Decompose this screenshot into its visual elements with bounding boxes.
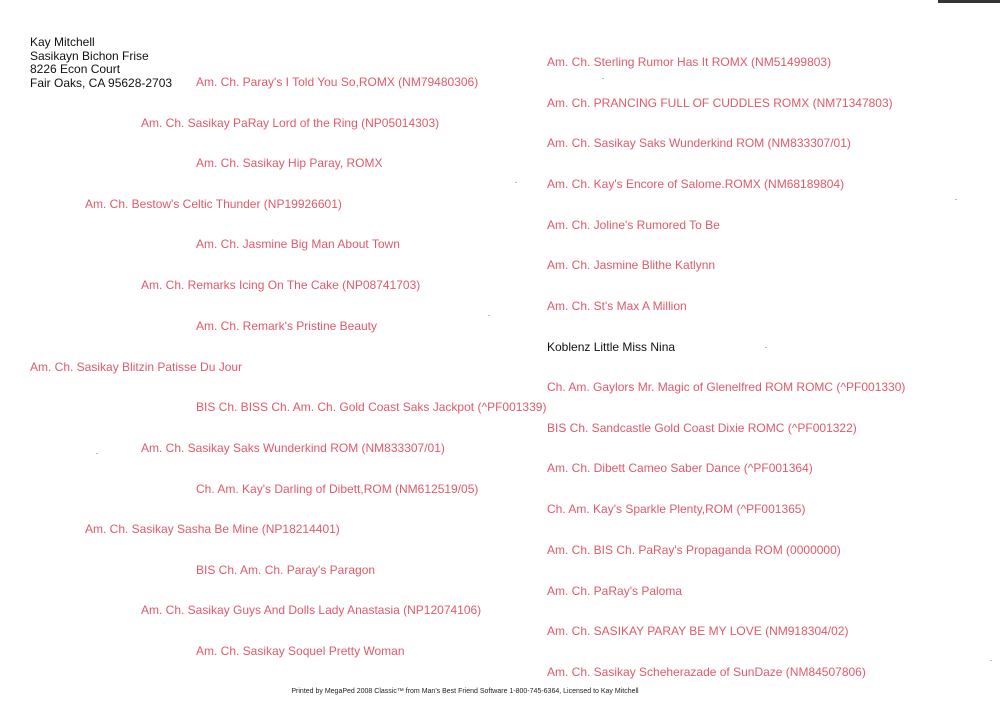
pedigree-gen4-entry: Am. Ch. Sasikay Scheherazade of SunDaze (NM84507806) bbox=[547, 665, 866, 679]
pedigree-gen3-entry: Am. Ch. Remark's Pristine Beauty bbox=[196, 319, 378, 333]
pedigree-gen4-entry: Am. Ch. St's Max A Million bbox=[547, 299, 687, 313]
pedigree-gen3-entry: Am. Ch. Sasikay Soquel Pretty Woman bbox=[196, 644, 405, 658]
pedigree-dam: Am. Ch. Sasikay Sasha Be Mine (NP18214401) bbox=[85, 522, 340, 536]
pedigree-gen4-entry: Am. Ch. BIS Ch. PaRay's Propaganda ROM (0000000) bbox=[547, 543, 841, 557]
scan-speck bbox=[990, 660, 992, 661]
owner-kennel: Sasikayn Bichon Frise bbox=[30, 48, 149, 63]
pedigree-dam-sire: Am. Ch. Sasikay Saks Wunderkind ROM (NM833307/01) bbox=[141, 441, 445, 455]
pedigree-gen4-entry: Am. Ch. Jasmine Blithe Katlynn bbox=[547, 258, 716, 272]
pedigree-sire-sire: Am. Ch. Sasikay PaRay Lord of the Ring (NP05014303) bbox=[141, 116, 440, 130]
scan-speck bbox=[602, 78, 604, 79]
pedigree-gen3-entry: Am. Ch. Sasikay Hip Paray, ROMX bbox=[196, 156, 383, 170]
pedigree-sire: Am. Ch. Bestow's Celtic Thunder (NP19926601) bbox=[85, 197, 342, 211]
pedigree-dam-dam: Am. Ch. Sasikay Guys And Dolls Lady Anastasia (NP12074106) bbox=[141, 603, 482, 617]
owner-name: Kay Mitchell bbox=[30, 35, 95, 49]
print-footer: Printed by MegaPed 2008 Classic™ from Man's Best Friend Software 1-800-745-6364, Licensed to Kay Mitchell bbox=[291, 688, 639, 695]
scan-speck bbox=[488, 315, 490, 316]
pedigree-gen4-entry: Ch. Am. Gaylors Mr. Magic of Glenelfred ROM ROMC (^PF001330) bbox=[547, 380, 906, 394]
pedigree-sire-dam: Am. Ch. Remarks Icing On The Cake (NP08741703) bbox=[141, 278, 421, 292]
pedigree-gen4-entry: Am. Ch. Kay's Encore of Salome.ROMX (NM68189804) bbox=[547, 177, 845, 191]
pedigree-gen3-entry: BIS Ch. Am. Ch. Paray's Paragon bbox=[196, 563, 376, 577]
scan-speck bbox=[515, 182, 517, 183]
owner-street: 8226 Econ Court bbox=[30, 62, 121, 76]
owner-city: Fair Oaks, CA 95628-2703 bbox=[30, 75, 173, 90]
pedigree-gen3-entry: BIS Ch. BISS Ch. Am. Ch. Gold Coast Saks Jackpot (^PF001339) bbox=[196, 400, 547, 414]
pedigree-gen3-entry: Am. Ch. Jasmine Big Man About Town bbox=[196, 237, 400, 251]
pedigree-gen4-entry: Koblenz Little Miss Nina bbox=[547, 340, 676, 354]
owner-address-block bbox=[30, 36, 172, 90]
pedigree-gen4-entry: BIS Ch. Sandcastle Gold Coast Dixie ROMC (^PF001322) bbox=[547, 421, 857, 435]
pedigree-gen4-entry: Am. Ch. Joline's Rumored To Be bbox=[547, 218, 720, 232]
pedigree-gen4-entry: Am. Ch. Dibett Cameo Saber Dance (^PF001364) bbox=[547, 461, 813, 475]
pedigree-gen4-entry: Am. Ch. SASIKAY PARAY BE MY LOVE (NM918304/02) bbox=[547, 624, 849, 638]
pedigree-gen4-entry: Am. Ch. PaRay's Paloma bbox=[547, 584, 683, 598]
pedigree-gen4-entry: Am. Ch. Sasikay Saks Wunderkind ROM (NM833307/01) bbox=[547, 136, 851, 150]
pedigree-gen4-entry: Am. Ch. PRANCING FULL OF CUDDLES ROMX (NM71347803) bbox=[547, 96, 893, 110]
scan-speck bbox=[96, 453, 98, 454]
pedigree-subject: Am. Ch. Sasikay Blitzin Patisse Du Jour bbox=[30, 360, 243, 374]
pedigree-gen3-entry: Ch. Am. Kay's Darling of Dibett,ROM (NM612519/05) bbox=[196, 482, 479, 496]
scan-speck bbox=[955, 199, 957, 200]
pedigree-gen4-entry: Am. Ch. Sterling Rumor Has It ROMX (NM51499803) bbox=[547, 55, 832, 69]
scan-edge-mark bbox=[938, 0, 1000, 3]
scan-speck bbox=[765, 347, 767, 348]
pedigree-gen3-entry: Am. Ch. Paray's I Told You So,ROMX (NM79480306) bbox=[196, 75, 479, 89]
pedigree-gen4-entry: Ch. Am. Kay's Sparkle Plenty,ROM (^PF001365) bbox=[547, 502, 806, 516]
